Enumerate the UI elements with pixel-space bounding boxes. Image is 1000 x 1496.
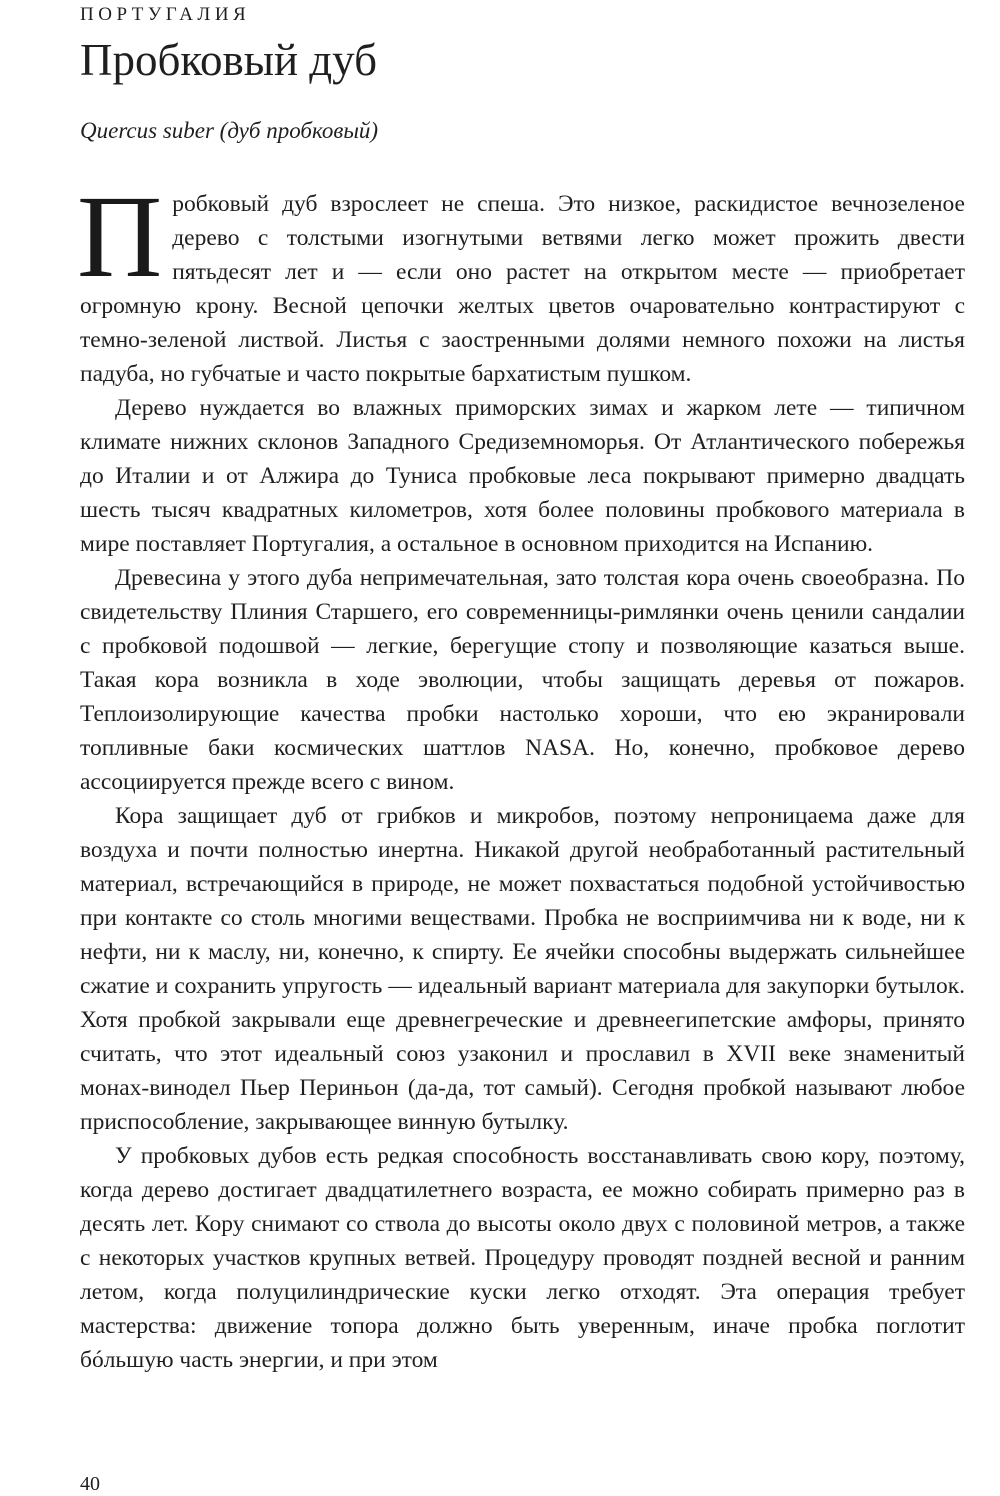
paragraph-4: Кора защищает дуб от грибков и микробов, поэтому непроницаема даже для воздуха и почти полностью инертна. Никакой другой необработанный растительный материал, встречающийся в природе, не может похвастаться подобной устойчивостью при контакте со столь многими веществами. Пробка не восприимчива ни к воде, ни к нефти, ни к маслу, ни, конечно, к спирту. Ее ячейки способны выдержать сильнейшее сжатие и сохранить упругость — идеальный вариант материала для закупорки бутылок. Хотя пробкой закрывали еще древнегреческие и древнеегипетские амфоры, принято считать, что этот идеальный союз узаконил и прославил в XVII веке знаменитый монах-винодел Пьер Периньон (да-да, тот самый). Сегодня пробкой называют любое приспособление, закрывающее винную бутылку. bbox=[80, 803, 965, 1135]
paragraph-2: Дерево нуждается во влажных приморских зимах и жарком лете — типичном климате нижних склонов Западного Средиземноморья. От Атлантического побережья до Италии и от Алжира до Туниса пробковые леса покрывают примерно двадцать шесть тысяч квадратных километров, хотя более половины пробкового материала в мире поставляет Португалия, а остальное в основном приходится на Испанию. bbox=[80, 395, 965, 557]
drop-cap: П bbox=[77, 171, 163, 302]
latin-name-subtitle: Quercus suber (дуб пробковый) bbox=[80, 118, 379, 143]
section-country-label: ПОРТУГАЛИЯ bbox=[80, 4, 251, 25]
page-title: Пробковый дуб bbox=[80, 35, 377, 85]
paragraph-1-text: робковый дуб взрослеет не спеша. Это низкое, раскидистое вечнозеленое дерево с толстыми изогнутыми ветвями легко может прожить двести пятьдесят лет и — если оно растет на открытом месте — приобретает огромную крону. Весной цепочки желтых цветов очаровательно контрастируют с темно-зеленой листвой. Листья с заостренными долями немного похожи на листья падуба, но губчатые и часто покрытые бархатистым пушком. bbox=[80, 191, 965, 387]
paragraph-1 bbox=[77, 171, 965, 391]
paragraph-3: Древесина у этого дуба непримечательная, зато толстая кора очень своеобразна. По свидетельству Плиния Старшего, его современницы-римлянки очень ценили сандалии с пробковой подошвой — легкие, берегущие стопу и позволяющие казаться выше. Такая кора возникла в ходе эволюции, чтобы защищать деревья от пожаров. Теплоизолирующие качества пробки настолько хороши, что ею экранировали топливные баки космических шаттлов NASA. Но, конечно, пробковое дерево ассоциируется прежде всего с вином. bbox=[80, 565, 965, 795]
paragraph-5: У пробковых дубов есть редкая способность восстанавливать свою кору, поэтому, когда дерево достигает двадцатилетнего возраста, ее можно собирать примерно раз в десять лет. Кору снимают со ствола до высоты около двух с половиной метров, а также с некоторых участков крупных ветвей. Процедуру проводят поздней весной и ранним летом, когда полуцилиндрические куски легко отходят. Эта операция требует мастерства: движение топора должно быть уверенным, иначе пробка поглотит бóльшую часть энергии, и при этом bbox=[80, 1143, 965, 1373]
page-number: 40 bbox=[80, 1473, 100, 1495]
article-body bbox=[77, 171, 965, 1377]
